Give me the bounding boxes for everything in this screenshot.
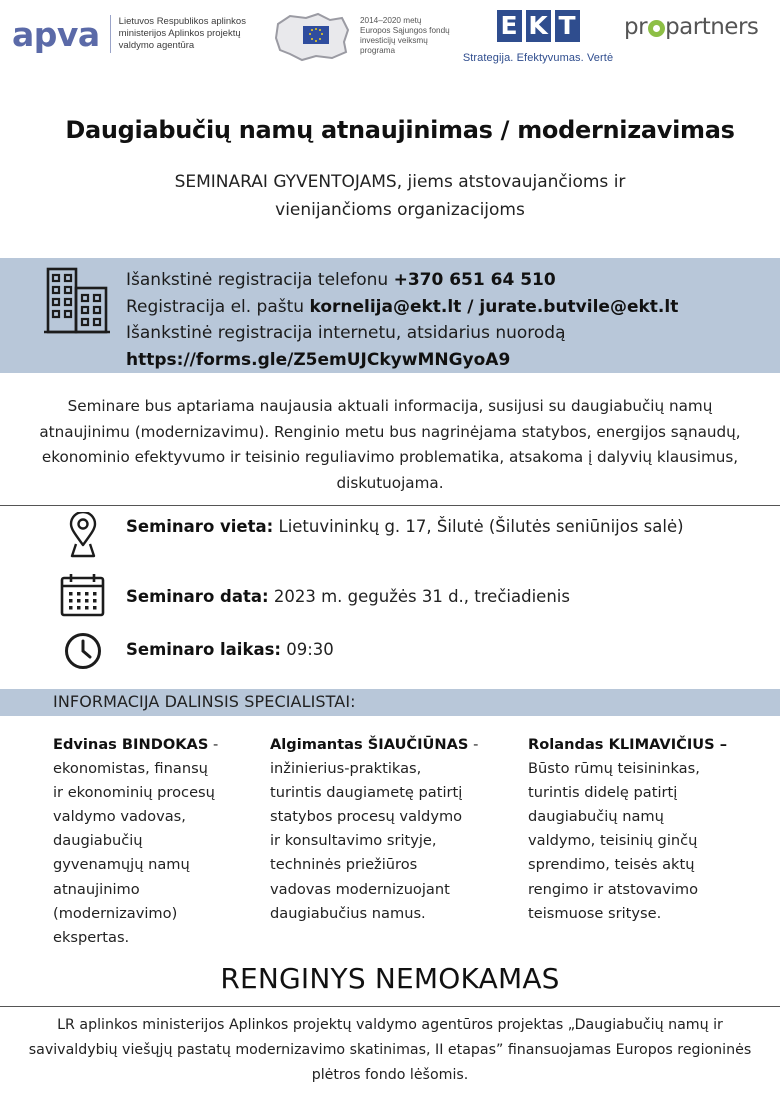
specialist-line: daugiabučius namus. [270, 904, 426, 922]
registration-phone-line [126, 267, 678, 294]
specialist-line: valdymo, teisinių ginčų [528, 832, 698, 850]
lithuania-map-icon [272, 10, 352, 62]
apva-divider [110, 15, 111, 53]
page-subtitle: SEMINARAI GYVENTOJAMS, jiems atstovaujančioms ir vienijančioms organizacijoms [174, 172, 626, 220]
phone-label: Išankstinė registracija telefonu [126, 270, 394, 290]
specialist-line: statybos procesų valdymo [270, 808, 463, 826]
specialist-line: Būsto rūmų teisininkas, [528, 760, 700, 778]
specialist-line: teismuose srityse. [528, 904, 662, 922]
email-label: Registracija el. paštu [126, 296, 310, 317]
ekt-letters [458, 10, 618, 42]
specialist-line: techninės priežiūros [270, 856, 418, 874]
place-value: Lietuvininkų g. 17, Šilutė (Šilutės seniūnijos salė) [273, 517, 684, 536]
specialist-line: ir konsultavimo srityje, [270, 832, 437, 850]
specialist-line: atnaujinimo [53, 880, 140, 898]
propartners-circle-icon [648, 20, 665, 37]
registration-text [126, 267, 678, 373]
logo-strip [0, 0, 780, 72]
specialist-card [528, 733, 768, 926]
apva-wordmark: apva [12, 14, 100, 54]
free-event-heading: RENGINYS NEMOKAMAS [220, 962, 560, 995]
specialist-card [270, 733, 520, 926]
specialist-line: ekspertas. [53, 928, 130, 946]
specialist-line: turintis daugiametę patirtį [270, 784, 463, 802]
specialist-line: sprendimo, teisės aktų [528, 856, 695, 874]
phone-number[interactable]: +370 651 64 510 [393, 270, 556, 290]
funding-note: LR aplinkos ministerijos Aplinkos projektų valdymo agentūros projektas „Daugiabučių namų ir savivaldybių viešųjų pastatų modernizavimo skatinimas, II etapas” finansuojamas Europos regioninės plėtros fondo lėšomis. [28, 1017, 752, 1083]
page-title: Daugiabučių namų atnaujinimas / modernizavimas [65, 116, 735, 144]
email-addresses[interactable]: kornelija@ekt.lt / jurate.butvile@ekt.lt [309, 296, 679, 317]
intro-paragraph: Seminare bus aptariama naujausia aktuali informacija, susijusi su daugiabučių namų atnaujinimu (modernizavimu). Renginio metu bus nagrinėjama statybos, energijos sąnaudų, ekonominio efektyvumo ir teisinio reguliavimo problematika, atsakoma į dalyvių klausimus, diskutuojama. [39, 397, 741, 492]
eu-funds-logo [272, 10, 450, 62]
registration-form-link[interactable]: https://forms.gle/Z5emUJCkywMNGyoA9 [126, 349, 511, 370]
specialist-dash: – [714, 736, 728, 753]
date-value: 2023 m. gegužės 31 d., trečiadienis [268, 587, 570, 606]
buildings-icon [42, 266, 112, 336]
ekt-letter: K [526, 10, 551, 42]
specialist-line: vadovas modernizuojant [270, 880, 450, 898]
registration-band [0, 258, 780, 373]
propartners-wordmark-end: partners [665, 14, 759, 40]
propartners-logo [624, 14, 758, 40]
time-text [126, 640, 334, 659]
divider [0, 1006, 780, 1007]
time-value: 09:30 [281, 640, 334, 659]
specialist-card [53, 733, 253, 950]
apva-logo [12, 12, 269, 56]
ekt-logo [458, 10, 618, 64]
place-label: Seminaro vieta: [126, 517, 274, 536]
registration-web-label: Išankstinė registracija internetu, atsidarius nuorodą [126, 323, 566, 343]
specialist-line: gyvenamųjų namų [53, 856, 190, 874]
registration-email-line [126, 294, 678, 321]
ekt-letter: T [555, 10, 580, 42]
specialist-name: Algimantas ŠIAUČIŪNAS [270, 736, 469, 753]
specialist-name: Rolandas KLIMAVIČIUS [528, 736, 715, 753]
ekt-tagline: Strategija. Efektyvumas. Vertė [462, 52, 614, 64]
specialist-line: valdymo vadovas, [53, 808, 186, 826]
date-text [126, 587, 570, 606]
place-text [126, 517, 684, 536]
propartners-wordmark-start: pr [624, 14, 648, 40]
calendar-icon [60, 573, 105, 617]
eu-programme-text: 2014–2020 metų Europos Sąjungos fondų investicijų veiksmų programa [360, 16, 450, 55]
specialist-line: daugiabučių namų [528, 808, 664, 826]
specialist-name: Edvinas BINDOKAS [53, 736, 209, 753]
specialist-line: daugiabučių [53, 832, 143, 850]
specialist-line: inžinierius-praktikas, [270, 760, 422, 778]
divider [0, 505, 780, 506]
location-pin-icon [67, 512, 99, 558]
eu-flag-icon [303, 26, 329, 44]
apva-subtitle: Lietuvos Respublikos aplinkos ministerijos Aplinkos projektų valdymo agentūra [118, 16, 246, 51]
specialist-line: rengimo ir atstovavimo [528, 880, 699, 898]
date-label: Seminaro data: [126, 587, 269, 606]
specialist-line: turintis didelę patirtį [528, 784, 678, 802]
specialist-dash: - [468, 736, 479, 753]
time-label: Seminaro laikas: [126, 640, 281, 659]
specialist-line: ekonomistas, finansų [53, 760, 208, 778]
specialist-line: ir ekonominių procesų [53, 784, 215, 802]
specialist-dash: - [208, 736, 219, 753]
specialists-band [0, 689, 780, 716]
clock-icon [64, 632, 102, 670]
specialists-heading: INFORMACIJA DALINSIS SPECIALISTAI: [53, 692, 356, 711]
specialist-line: (modernizavimo) [53, 904, 178, 922]
ekt-letter: E [497, 10, 522, 42]
